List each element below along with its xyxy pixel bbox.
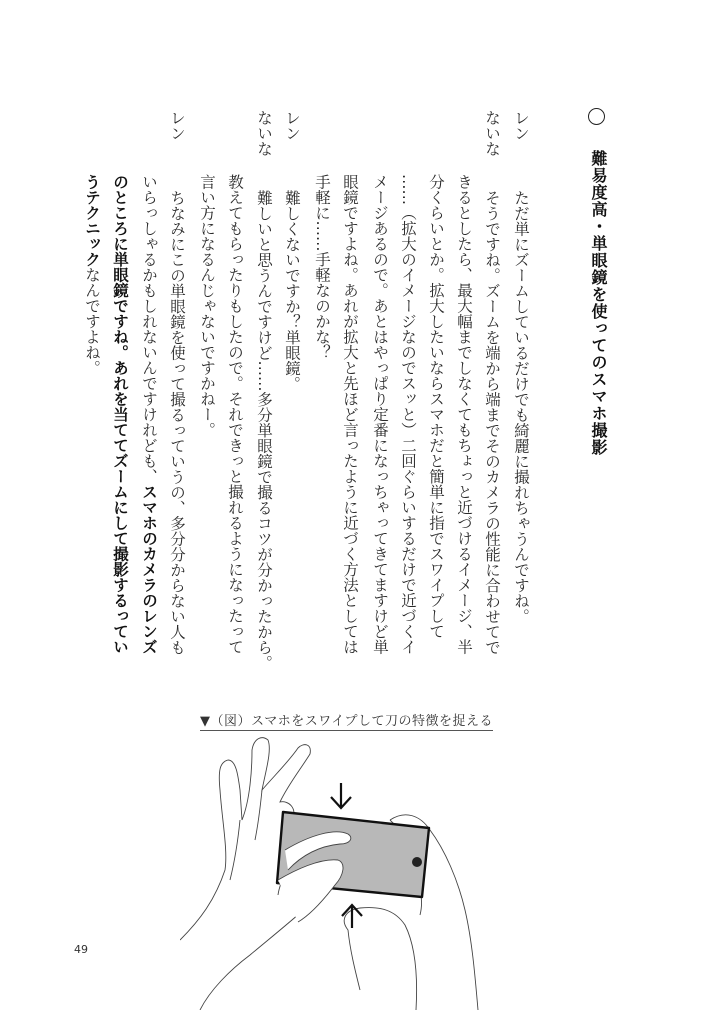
text-segment: なんですよね。 [83, 267, 101, 376]
section-title: 難易度高・単眼鏡を使ってのスマホ撮影 [589, 150, 608, 456]
text-column [111, 174, 129, 655]
text-segment: 言い方になるんじゃないですかねー。 [198, 174, 216, 438]
hand-crease-line [255, 790, 262, 840]
text-column [483, 190, 501, 655]
text-segment: 難しいと思うんですけど……多分単眼鏡で撮るコツが分かったから。 [255, 190, 273, 671]
text-column [255, 190, 273, 671]
text-segment: ちなみにこの単眼鏡を使って撮るっていうの、多分分からない人も [168, 190, 186, 655]
speaker-label: ないな [483, 110, 501, 157]
text-segment: ……（拡大のイメージなのでスッと）二回ぐらいするだけで近づくイ [399, 174, 417, 655]
speaker-label: ないな [255, 110, 273, 157]
text-segment: いらっしゃるかもしれないんですけれども、 [140, 174, 158, 484]
arrow-down-icon [331, 783, 351, 808]
text-segment: メージあるので。あとはやっぱり定番になっちゃってきてますけど単 [371, 174, 389, 655]
text-column [512, 190, 530, 624]
text-column [341, 174, 359, 655]
text-column [313, 174, 331, 360]
text-segment: 眼鏡ですよね。あれが拡大と先ほど言ったように近づく方法としては [341, 174, 359, 655]
hand-crease-line [230, 820, 240, 880]
text-segment: 分くらいとか。拡大したいならスマホだと簡単に指でスワイプして [427, 174, 445, 639]
text-column [168, 190, 186, 655]
figure-hands-swiping-phone [180, 730, 480, 1010]
right-thumb-outline [344, 908, 416, 1010]
figure-caption: ▼（図）スマホをスワイプして刀の特徴を捉える [200, 710, 493, 731]
bold-text-segment: のところに単眼鏡ですね。あれを当ててズームにして撮影するってい [111, 174, 129, 655]
text-segment: 手軽に……手軽なのかな？ [313, 174, 331, 360]
text-segment: 教えてもらったりもしたので。それできっと撮れるようになったって [226, 174, 244, 655]
text-column [455, 174, 473, 655]
text-column [226, 174, 244, 655]
text-segment: 難しくないですか？単眼鏡。 [283, 190, 301, 392]
speaker-label: レン [168, 110, 186, 141]
text-segment: ただ単にズームしているだけでも綺麗に撮れちゃうんですね。 [512, 190, 530, 624]
speaker-label: レン [512, 110, 530, 141]
speaker-label: レン [283, 110, 301, 141]
text-column [198, 174, 216, 438]
text-segment: そうですね。ズームを端から端までそのカメラの性能に合わせてで [483, 190, 501, 655]
bold-text-segment: うテクニック [83, 174, 101, 267]
text-column [427, 174, 445, 639]
text-column [83, 174, 101, 376]
text-segment: きるとしたら、最大幅までしなくてもちょっと近づけるイメージ、半 [455, 174, 473, 655]
phone-camera-dot [412, 857, 422, 867]
text-column [283, 190, 301, 392]
page-number: 49 [74, 943, 88, 956]
section-marker-circle [588, 108, 605, 125]
text-column [399, 174, 417, 655]
text-column [371, 174, 389, 655]
text-column [140, 174, 158, 655]
bold-text-segment: スマホのカメラのレンズ [140, 484, 158, 655]
